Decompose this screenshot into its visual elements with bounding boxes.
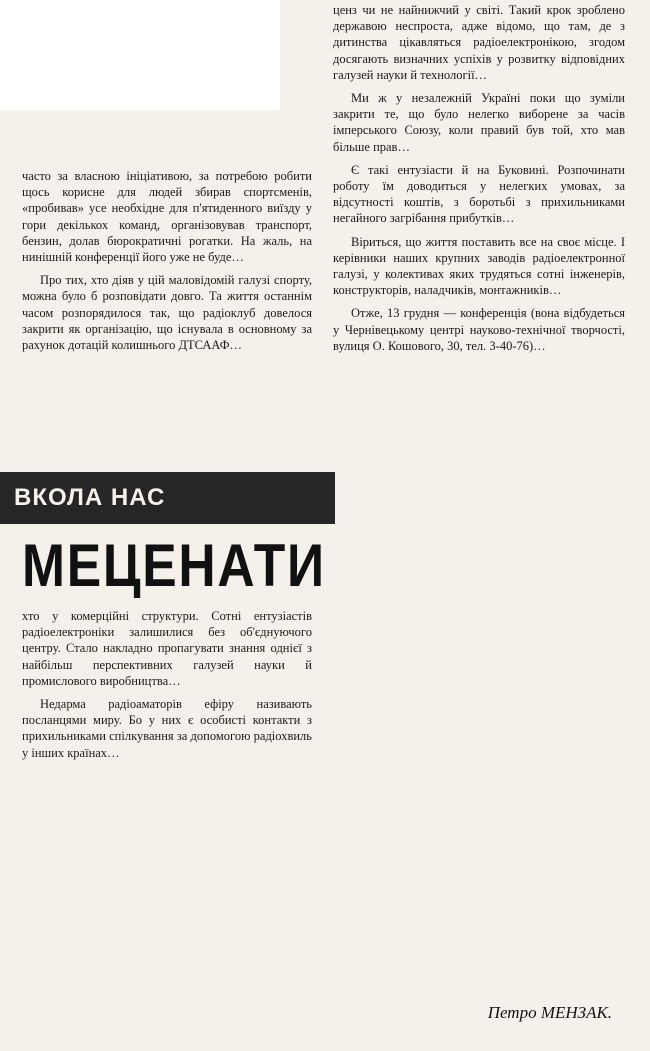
author-byline: Петро МЕНЗАК. [487, 1003, 612, 1022]
section-rubric [0, 472, 335, 524]
article-paragraph: Недарма радіоаматорів ефіру називають посланцями миру. Бо у них є особисті контакти з прихильниками спілкування за допомогою радіохвиль у інших країнах… [22, 697, 312, 760]
article-paragraph: Віриться, що життя поставить все на своє місце. І керівники наших крупних заводів радіоелектронної галузі, у колективах яких трудяться сотні інженерів, конструкторів, наладчиків, монтажників… [333, 234, 625, 298]
article-paragraph: Ми ж у незалежній Україні поки що зуміли закрити те, що було нелегко виборене за часів імперського Союзу, коли правий був той, хто мав більше прав… [333, 91, 625, 154]
blank-corner-patch [0, 0, 280, 110]
article-paragraph: хто у комерційні структури. Сотні ентузіастів радіоелектроніки залишилися без об'єднуючого центру. Стало накладно пропагувати знання однієї з найбільш перспективних галузей науки й промислового виробництва… [22, 609, 312, 688]
article-left-column-bottom [22, 608, 312, 768]
article-paragraph: Про тих, хто діяв у цій маловідомій галузі спорту, можна було б розповідати довго. Та життя останнім часом розпорядилося так, що радіоклуб довелося закрити як організацію, що існувала в основному за рахунок дотацій колишнього ДТСААФ… [22, 273, 312, 353]
article-paragraph: ценз чи не найнижчий у світі. Такий крок зроблено державою неспроста, адже відомо, що там, де з дитинства цікавляться радіоелектронікою, згодом досягають визначних успіхів у розвитку відповідних галузей науки й технології… [333, 3, 625, 82]
article-paragraph: часто за власною ініціативою, за потребою робити щось корисне для людей збирав спортсменів, «пробивав» усе необхідне для п'ятиденного виїзду у гори декількох команд, організовував транспорт, бензин, долав бюрократичні рогатки. На жаль, на нинішній конференції його уже не буде… [22, 169, 312, 265]
article-left-column-top [22, 168, 312, 360]
section-rubric-label: ВКОЛА НАС [14, 484, 166, 511]
article-paragraph: Є такі ентузіасти й на Буковині. Розпочинати роботу їм доводиться у нелегких умовах, за відсутності коштів, з боротьбі з прихильниками негайного загрібання прибутків… [333, 162, 625, 226]
article-headline: МЕЦЕНАТИ [22, 532, 326, 599]
article-right-column [333, 2, 625, 361]
article-paragraph: Отже, 13 грудня — конференція (вона відбудеться у Чернівецькому центрі науково-технічної творчості, вулиця О. Кошового, 30, тел. 3-40-76)… [333, 306, 625, 353]
